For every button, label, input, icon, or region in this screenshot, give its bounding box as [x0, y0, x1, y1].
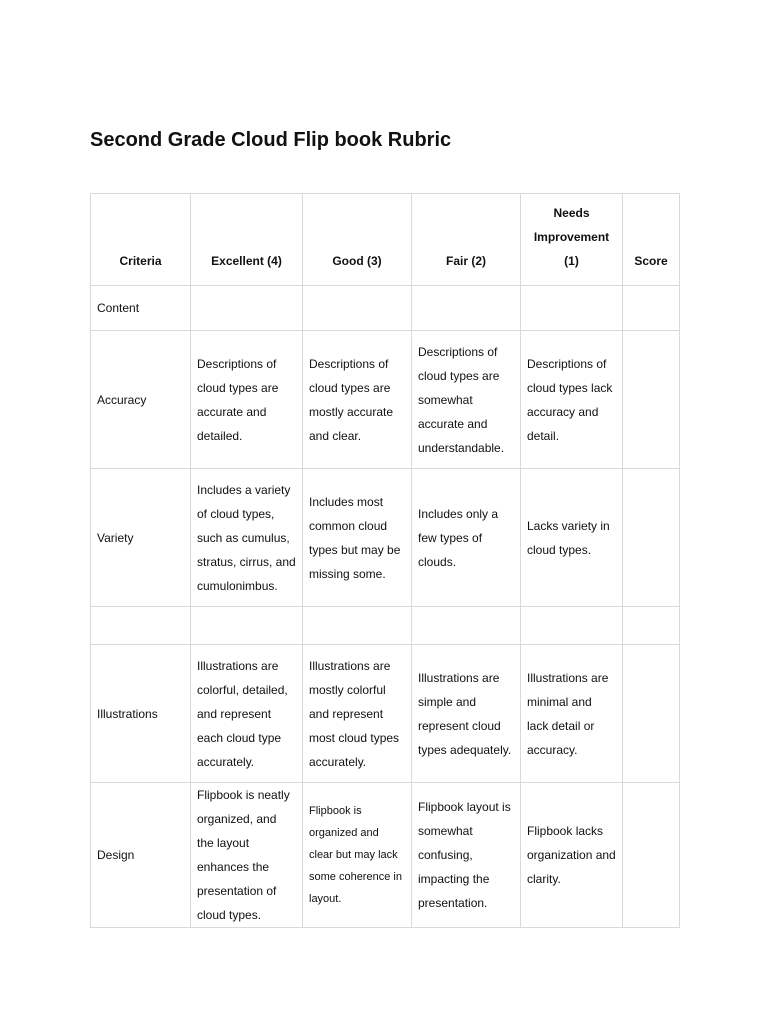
header-score: Score	[623, 194, 680, 286]
score-cell	[623, 286, 680, 331]
fair-cell: Descriptions of cloud types are somewhat accurate and understandable.	[412, 331, 521, 469]
excellent-cell: Descriptions of cloud types are accurate and detailed.	[191, 331, 303, 469]
excellent-cell: Includes a variety of cloud types, such as cumulus, stratus, cirrus, and cumulonimbus.	[191, 469, 303, 607]
fair-cell	[412, 286, 521, 331]
needs-improvement-cell: Illustrations are minimal and lack detail or accuracy.	[521, 645, 623, 783]
good-cell: Includes most common cloud types but may be missing some.	[303, 469, 412, 607]
excellent-cell: Illustrations are colorful, detailed, and represent each cloud type accurately.	[191, 645, 303, 783]
header-good: Good (3)	[303, 194, 412, 286]
criteria-cell: Illustrations	[91, 645, 191, 783]
table-row	[91, 645, 680, 783]
score-cell	[623, 783, 680, 928]
good-cell	[303, 286, 412, 331]
good-cell: Illustrations are mostly colorful and represent most cloud types accurately.	[303, 645, 412, 783]
score-cell	[623, 469, 680, 607]
needs-improvement-cell: Lacks variety in cloud types.	[521, 469, 623, 607]
criteria-cell	[91, 607, 191, 645]
page-title: Second Grade Cloud Flip book Rubric	[90, 129, 452, 151]
table-row	[91, 783, 680, 928]
header-needs-improvement: Needs Improvement (1)	[521, 194, 623, 286]
table-row	[91, 469, 680, 607]
criteria-cell: Variety	[91, 469, 191, 607]
fair-cell: Includes only a few types of clouds.	[412, 469, 521, 607]
criteria-cell: Design	[91, 783, 191, 928]
header-excellent: Excellent (4)	[191, 194, 303, 286]
criteria-cell: Content	[91, 286, 191, 331]
table-row	[91, 286, 680, 331]
score-cell	[623, 331, 680, 469]
table-header-row	[91, 194, 680, 286]
excellent-cell	[191, 607, 303, 645]
fair-cell	[412, 607, 521, 645]
table-row	[91, 331, 680, 469]
good-cell: Descriptions of cloud types are mostly accurate and clear.	[303, 331, 412, 469]
rubric-table	[90, 193, 680, 928]
needs-improvement-cell: Flipbook lacks organization and clarity.	[521, 783, 623, 928]
needs-improvement-cell	[521, 286, 623, 331]
good-cell	[303, 607, 412, 645]
excellent-cell	[191, 286, 303, 331]
fair-cell: Illustrations are simple and represent cloud types adequately.	[412, 645, 521, 783]
header-criteria: Criteria	[91, 194, 191, 286]
good-cell: Flipbook is organized and clear but may lack some coherence in layout.	[303, 783, 412, 928]
needs-improvement-cell: Descriptions of cloud types lack accuracy and detail.	[521, 331, 623, 469]
header-fair: Fair (2)	[412, 194, 521, 286]
fair-cell: Flipbook layout is somewhat confusing, impacting the presentation.	[412, 783, 521, 928]
needs-improvement-cell	[521, 607, 623, 645]
score-cell	[623, 607, 680, 645]
criteria-cell: Accuracy	[91, 331, 191, 469]
score-cell	[623, 645, 680, 783]
excellent-cell: Flipbook is neatly organized, and the layout enhances the presentation of cloud types.	[191, 783, 303, 928]
table-row	[91, 607, 680, 645]
